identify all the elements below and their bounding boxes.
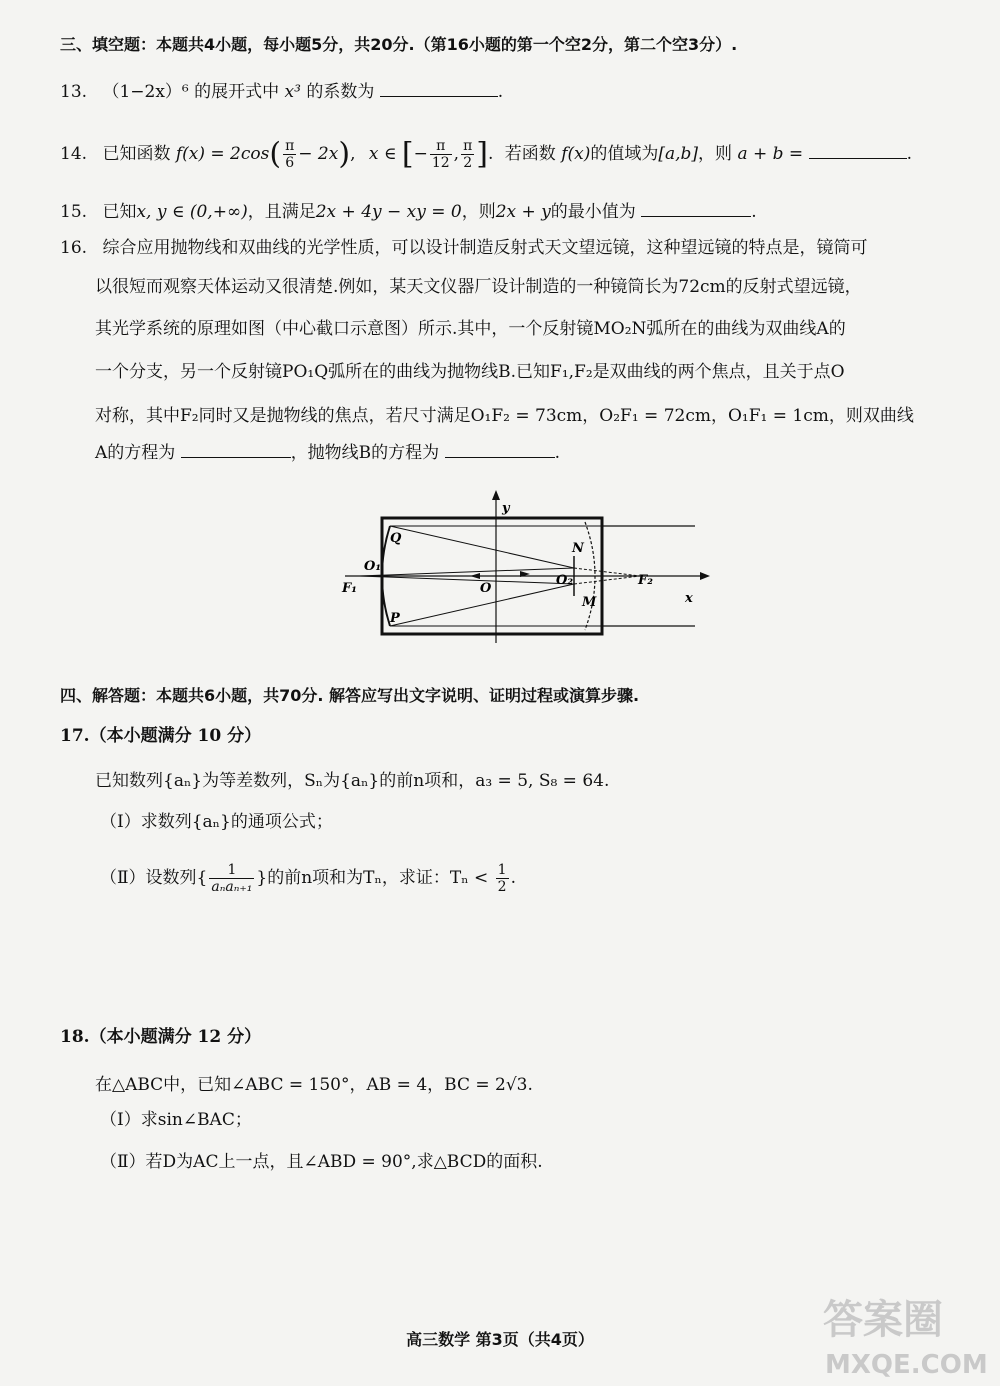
q18-part1: （Ⅰ）求sin∠BAC；	[100, 1110, 252, 1130]
q15-equation: 2x + 4y − xy = 0	[315, 202, 462, 222]
q15-text-a: 已知	[102, 202, 137, 222]
section4-heading: 四、解答题：本题共6小题，共70分. 解答应写出文字说明、证明过程或演算步骤.	[60, 686, 640, 705]
q14-number: 14.	[60, 144, 88, 164]
q15-number: 15.	[60, 202, 88, 222]
page-footer: 高三数学 第3页（共4页）	[406, 1330, 594, 1349]
q14-minus-2x: − 2x	[298, 144, 339, 164]
q14-fraction-pi6	[283, 138, 296, 171]
q18-stem: 在△ABC中，已知∠ABC = 150°，AB = 4，BC = 2√3.	[95, 1075, 533, 1095]
q13-expression: （1−2x）⁶	[102, 82, 189, 102]
q16-parabola-blank[interactable]	[445, 441, 555, 458]
dashed-ray-top	[574, 568, 640, 576]
q17-stem: 已知数列{aₙ}为等差数列，Sₙ为{aₙ}的前n项和，a₃ = 5, S₈ = 64.	[95, 771, 610, 791]
q16-text-line-5: 对称，其中F₂同时又是抛物线的焦点，若尺寸满足O₁F₂ = 73cm，O₂F₁ = 72cm，O₁F₁ = 1cm，则双曲线	[95, 406, 914, 426]
q14-range-text2: 的值域为	[590, 144, 659, 164]
q16-text-line-4: 一个分支，另一个反射镜PO₁Q弧所在的曲线为抛物线B.已知F₁,F₂是双曲线的两个焦点，且关于点O	[95, 362, 845, 382]
label-m: M	[582, 595, 597, 610]
q14-bracket-open: [	[401, 136, 414, 172]
section3-heading: 三、填空题：本题共4小题，每小题5分，共20分.（第16小题的第一个空2分，第二个空3分）.	[60, 35, 738, 54]
q15-expression: 2x + y	[495, 202, 551, 222]
q17-part2-end: .	[510, 868, 516, 888]
q17-header: 17.（本小题满分 10 分）	[60, 726, 262, 746]
label-p: P	[390, 611, 400, 626]
q17-fraction	[209, 862, 254, 895]
label-f2: F₂	[638, 573, 653, 588]
label-y: y	[502, 501, 510, 516]
q14-then: ，则	[698, 144, 733, 164]
q14-pi-12-num: π	[430, 138, 452, 155]
q14-end: .	[906, 144, 912, 164]
q13-end: .	[497, 82, 504, 102]
q17-fraction-den: aₙaₙ₊₁	[211, 879, 253, 895]
q14-ab: [a,b]	[658, 144, 699, 164]
q16-text-line-2: 以很短而观察天体运动又很清楚.例如，某天文仪器厂设计制造的一种镜筒长为72cm的反射式望远镜，	[95, 277, 862, 297]
question-16-line-1	[60, 236, 960, 260]
q17-part2-text-a: （Ⅱ）设数列{	[100, 868, 208, 888]
q14-twelve: 12	[431, 155, 450, 171]
q17-part2-text-b: }的前n项和为Tₙ，求证：Tₙ <	[256, 868, 489, 888]
q17-half-den: 2	[497, 879, 507, 895]
q16-end: .	[554, 443, 560, 463]
q17-fraction-num: 1	[209, 862, 254, 879]
q14-fraction-pi12	[430, 138, 452, 171]
ray-arrow-1	[470, 573, 480, 579]
q16-number: 16.	[60, 238, 88, 258]
q14-fx2: f(x)	[561, 144, 591, 164]
q16-parabola-label: ，抛物线B的方程为	[290, 443, 440, 463]
ray-to-f1-top	[360, 568, 574, 576]
q13-x3: x³	[284, 82, 301, 102]
q16-text-line-3: 其光学系统的原理如图（中心截口示意图）所示.其中，一个反射镜MO₂N弧所在的曲线为双曲线A的	[95, 319, 846, 339]
q15-end: .	[751, 202, 757, 222]
q14-function: f(x) = 2cos	[175, 144, 270, 164]
label-x: x	[685, 591, 693, 606]
q15-text-c: ，则	[461, 202, 496, 222]
watermark-top-text: 答案圈	[823, 1297, 943, 1343]
q13-text-a: 的展开式中	[194, 82, 280, 102]
q14-paren-close: )	[338, 136, 351, 172]
q16-hyperbola-blank[interactable]	[181, 441, 291, 458]
q16-hyperbola-label: A的方程为	[95, 443, 176, 463]
q18-header: 18.（本小题满分 12 分）	[60, 1027, 262, 1047]
label-n: N	[572, 541, 584, 556]
x-axis-arrow	[700, 572, 710, 580]
q14-six: 6	[285, 155, 295, 171]
label-o: O	[480, 581, 492, 596]
watermark-logo	[815, 1285, 990, 1380]
q14-range-text: 若函数	[504, 144, 556, 164]
q18-part2: （Ⅱ）若D为AC上一点，且∠ABD = 90°,求△BCD的面积.	[100, 1152, 543, 1172]
q14-a-plus-b: a + b =	[737, 144, 804, 164]
label-o1: O₁	[364, 559, 382, 574]
q16-text-line-6	[95, 441, 960, 465]
q15-answer-blank[interactable]	[641, 200, 751, 217]
q15-text-d: 的最小值为	[550, 202, 636, 222]
q17-half	[496, 862, 509, 895]
q13-text-b: 的系数为	[306, 82, 375, 102]
label-o2: O₂	[556, 573, 574, 588]
question-15	[60, 200, 960, 224]
q14-domain-x: x ∈	[368, 144, 397, 164]
q14-pi: π	[285, 138, 295, 154]
label-q: Q	[390, 531, 402, 546]
q14-two: 2	[463, 155, 473, 171]
q15-text-b: ，且满足	[247, 202, 316, 222]
dashed-ray-bottom	[574, 576, 640, 584]
q14-pi-2-num: π	[463, 138, 473, 154]
q13-answer-blank[interactable]	[380, 80, 498, 97]
q14-text-a: 已知函数	[102, 144, 171, 164]
y-axis-arrow	[492, 490, 500, 500]
q14-answer-blank[interactable]	[809, 142, 907, 159]
ray-to-f1-bottom	[360, 576, 574, 584]
q17-half-num: 1	[497, 862, 507, 878]
q16-text-line-1: 综合应用抛物线和双曲线的光学性质，可以设计制造反射式天文望远镜，这种望远镜的特点是，镜筒可	[102, 238, 868, 258]
q14-fraction-pi2	[461, 138, 474, 171]
label-f1: F₁	[342, 581, 357, 596]
question-13	[60, 80, 960, 104]
q17-part1: （Ⅰ）求数列{aₙ}的通项公式；	[100, 812, 333, 832]
telescope-diagram	[330, 488, 720, 650]
question-14: 14. 已知函数 f(x) = 2cos( $\frac{\pi}{6}$ − 2x), x ∈ [− $\frac{\pi}{12}$ , $\frac{\pi}{2}$ ]. 若函数 f(x)的值域为[a,b]，则 a + b = .	[60, 136, 912, 172]
watermark-bottom-text: MXQE.COM	[825, 1350, 988, 1380]
q17-part2	[100, 862, 960, 895]
q14-paren-open: (	[269, 136, 282, 172]
q14-neg: −	[413, 144, 428, 164]
q13-number: 13.	[60, 82, 88, 102]
q15-xy-domain: x, y ∈ (0,+∞)	[136, 202, 248, 222]
reflected-ray-q	[390, 526, 574, 568]
q14-bracket-close: ]	[476, 136, 488, 172]
